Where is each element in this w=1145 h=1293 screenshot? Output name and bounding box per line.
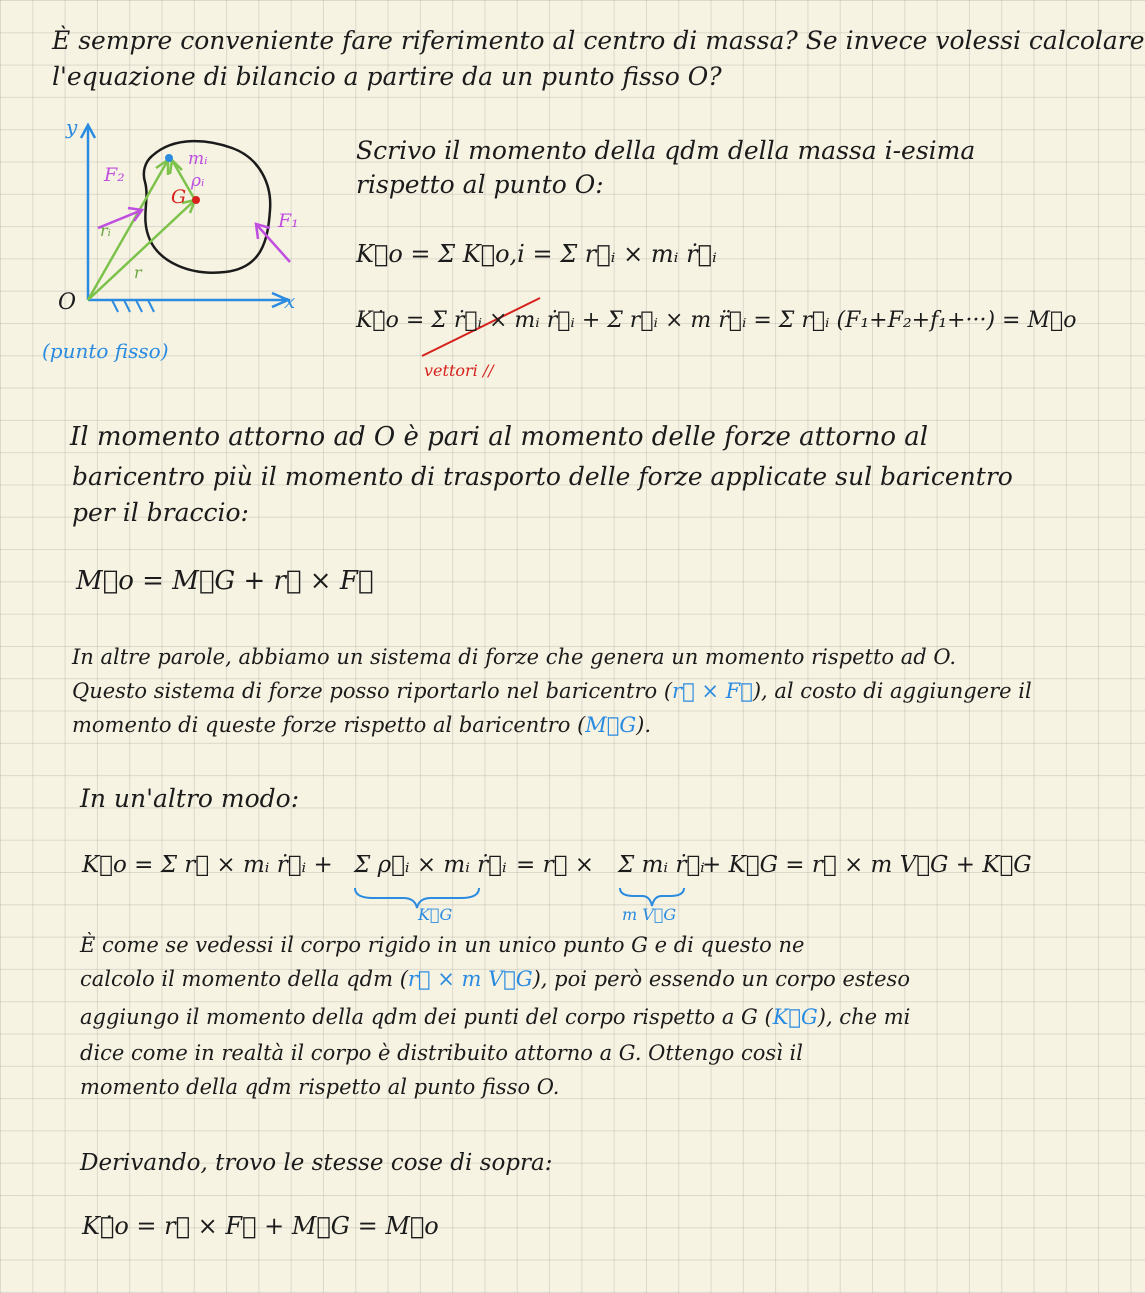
r-label: r bbox=[134, 263, 142, 282]
fixed-point-label: (punto fisso) bbox=[42, 339, 169, 363]
mi-label: mᵢ bbox=[188, 149, 208, 169]
intro-line-2: l'equazione di bilancio a partire da un punto fisso O? bbox=[52, 62, 722, 91]
underbrace-kg bbox=[355, 888, 479, 908]
para1-line-2: baricentro più il momento di trasporto delle forze applicate sul baricentro bbox=[72, 462, 1013, 491]
underbrace-mvg-label: m V⃗G bbox=[622, 905, 677, 924]
para4-line-4: dice come in realtà il corpo è distribuito attorno a G. Ottengo così il bbox=[80, 1041, 803, 1065]
para5: Derivando, trovo le stesse cose di sopra: bbox=[80, 1150, 553, 1176]
intro-line-1: È sempre conveniente fare riferimento al centro di massa? Se invece volessi calcolare bbox=[52, 26, 1145, 55]
para1-line-3: per il braccio: bbox=[72, 498, 249, 527]
equation-ko-derivative: K⃗̇o = Σ ṙ⃗ᵢ × mᵢ ṙ⃗ᵢ + Σ r⃗ᵢ × m r̈⃗ᵢ = Σ r⃗ᵢ (F₁+F₂+f₁+···) = M⃗o bbox=[356, 308, 1077, 333]
underbrace-kg-label: K⃗G bbox=[418, 905, 453, 924]
right-text-line-1: Scrivo il momento della qdm della massa i-esima bbox=[356, 136, 976, 165]
equation-ko-split-b: Σ ρ⃗ᵢ × mᵢ ṙ⃗ᵢ bbox=[354, 852, 507, 878]
mg-highlight: M⃗G bbox=[585, 713, 637, 737]
equation-mo: M⃗o = M⃗G + r⃗ × F⃗ bbox=[76, 566, 374, 596]
para4-line-5: momento della qdm rispetto al punto fisso O. bbox=[80, 1075, 560, 1099]
equation-ko-sum: K⃗o = Σ K⃗o,i = Σ r⃗ᵢ × mᵢ ṙ⃗ᵢ bbox=[356, 240, 717, 268]
mass-point-mi bbox=[165, 154, 173, 162]
rho-i-label: ρᵢ bbox=[191, 171, 205, 191]
rxF-highlight: r⃗ × F⃗ bbox=[672, 679, 753, 703]
fixed-support-hatch bbox=[112, 300, 154, 312]
origin-label: O bbox=[58, 290, 77, 315]
f1-label: F₁ bbox=[278, 210, 299, 232]
center-of-mass-g bbox=[192, 196, 200, 204]
para2-line-1: In altre parole, abbiamo un sistema di forze che genera un momento rispetto ad O. bbox=[72, 645, 956, 669]
vettori-note: vettori // bbox=[424, 361, 494, 380]
para4-line-2: calcolo il momento della qdm (r⃗ × m V⃗G), poi però essendo un corpo esteso bbox=[80, 967, 910, 991]
kg-highlight: K⃗G bbox=[772, 1005, 818, 1029]
equation-ko-split-c: = r⃗ × bbox=[516, 852, 594, 878]
equation-ko-final: K⃗̇o = r⃗ × F⃗ + M⃗G = M⃗o bbox=[82, 1212, 439, 1240]
para4-line-1: È come se vedessi il corpo rigido in un unico punto G e di questo ne bbox=[80, 933, 805, 957]
equation-ko-split-e: + K⃗G = r⃗ × m V⃗G + K⃗G bbox=[702, 852, 1032, 878]
para4-line-3: aggiungo il momento della qdm dei punti del corpo rispetto a G (K⃗G), che mi bbox=[80, 1005, 911, 1029]
y-axis-label: y bbox=[66, 115, 78, 139]
right-text-line-2: rispetto al punto O: bbox=[356, 170, 604, 199]
x-axis-label: x bbox=[284, 289, 296, 313]
f2-label: F₂ bbox=[104, 164, 125, 186]
ri-label: rᵢ bbox=[100, 221, 111, 240]
equation-ko-split-d: Σ mᵢ ṙ⃗ᵢ bbox=[618, 852, 705, 878]
para2-line-2: Questo sistema di forze posso riportarlo nel baricentro (r⃗ × F⃗), al costo di aggiungere il bbox=[72, 679, 1032, 703]
para2-line-3: momento di queste forze rispetto al baricentro (M⃗G). bbox=[72, 713, 652, 737]
equation-ko-split-a: K⃗o = Σ r⃗ × mᵢ ṙ⃗ᵢ + bbox=[82, 852, 333, 878]
para1-line-1: Il momento attorno ad O è pari al momento delle forze attorno al bbox=[70, 422, 929, 452]
para3: In un'altro modo: bbox=[80, 784, 300, 813]
rxmvg-highlight: r⃗ × m V⃗G bbox=[407, 967, 533, 991]
g-label: G bbox=[171, 186, 187, 208]
